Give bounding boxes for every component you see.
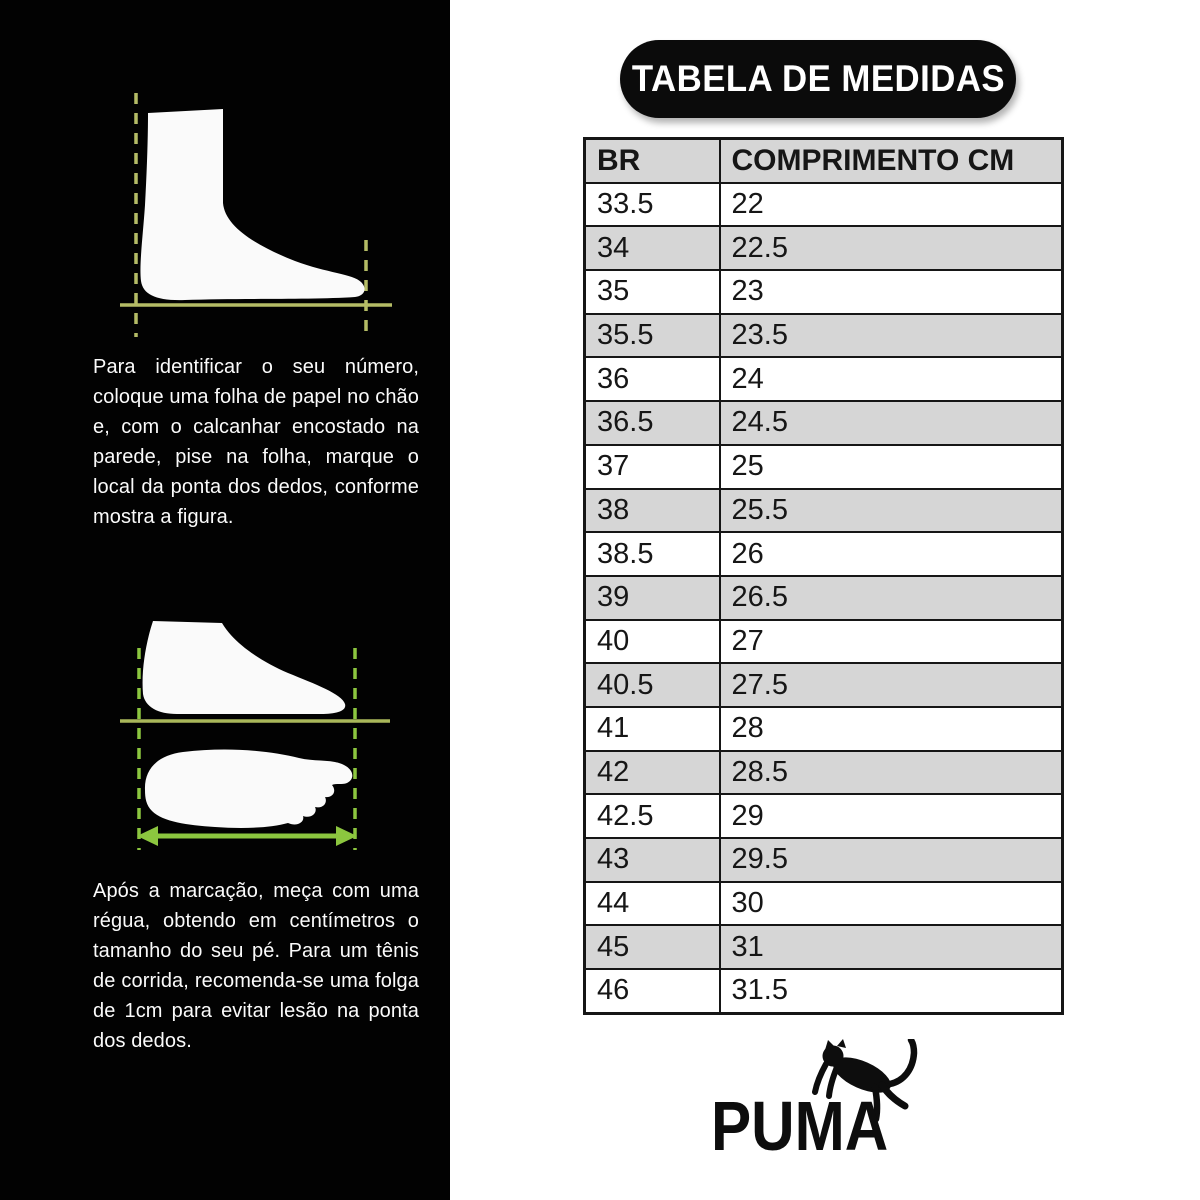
- br-size-cell: 42: [585, 751, 720, 795]
- br-size-cell: 36: [585, 357, 720, 401]
- footprint-silhouette: [145, 750, 352, 828]
- size-row: [585, 576, 1063, 620]
- br-size-cell: 45: [585, 925, 720, 969]
- br-size-cell: 43: [585, 838, 720, 882]
- size-row: [585, 445, 1063, 489]
- br-size-cell: 36.5: [585, 401, 720, 445]
- foot-length-arrow-diagram: [95, 598, 405, 863]
- br-size-cell: 41: [585, 707, 720, 751]
- br-size-cell: 37: [585, 445, 720, 489]
- br-size-cell: 33.5: [585, 183, 720, 227]
- size-row: [585, 401, 1063, 445]
- size-row: [585, 357, 1063, 401]
- br-size-cell: 42.5: [585, 794, 720, 838]
- size-row: [585, 270, 1063, 314]
- br-size-cell: 46: [585, 969, 720, 1013]
- br-size-cell: 40.5: [585, 663, 720, 707]
- size-chart-table-body: [585, 183, 1063, 1014]
- instruction-step2: Após a marcação, meça com uma régua, obtendo em centímetros o tamanho do seu pé. Para um tênis de corrida, recomenda-se uma folga de 1cm para evitar lesão na ponta dos dedos.: [93, 880, 419, 1052]
- size-chart-table: [583, 137, 1064, 1015]
- size-row: [585, 882, 1063, 926]
- col-header-br: BR: [585, 139, 720, 183]
- length-cm-cell: 22: [720, 183, 1063, 227]
- length-cm-cell: 25: [720, 445, 1063, 489]
- length-cm-cell: 31: [720, 925, 1063, 969]
- length-cm-cell: 26.5: [720, 576, 1063, 620]
- size-row: [585, 663, 1063, 707]
- foot-side-profile-measure-diagram: [95, 85, 405, 350]
- br-size-cell: 44: [585, 882, 720, 926]
- br-size-cell: 39: [585, 576, 720, 620]
- size-chart-title-pill: [620, 40, 1016, 118]
- size-row: [585, 838, 1063, 882]
- length-cm-cell: 23: [720, 270, 1063, 314]
- puma-wordmark: PUMA: [711, 1087, 889, 1165]
- size-row: [585, 183, 1063, 227]
- size-row: [585, 314, 1063, 358]
- size-row: [585, 794, 1063, 838]
- foot-silhouette: [140, 109, 364, 300]
- length-cm-cell: 27.5: [720, 663, 1063, 707]
- length-cm-cell: 23.5: [720, 314, 1063, 358]
- length-cm-cell: 28: [720, 707, 1063, 751]
- length-cm-cell: 29.5: [720, 838, 1063, 882]
- br-size-cell: 34: [585, 226, 720, 270]
- col-header-comprimento-cm: COMPRIMENTO CM: [720, 139, 1063, 183]
- length-cm-cell: 29: [720, 794, 1063, 838]
- length-cm-cell: 24.5: [720, 401, 1063, 445]
- br-size-cell: 35: [585, 270, 720, 314]
- br-size-cell: 38.5: [585, 532, 720, 576]
- br-size-cell: 35.5: [585, 314, 720, 358]
- size-row: [585, 489, 1063, 533]
- length-cm-cell: 28.5: [720, 751, 1063, 795]
- instructions-panel: [0, 0, 450, 1200]
- size-row: [585, 969, 1063, 1013]
- length-cm-cell: 25.5: [720, 489, 1063, 533]
- br-size-cell: 40: [585, 620, 720, 664]
- size-chart-title: TABELA DE MEDIDAS: [631, 58, 1005, 99]
- foot-silhouette: [143, 621, 346, 714]
- length-cm-cell: 31.5: [720, 969, 1063, 1013]
- length-cm-cell: 27: [720, 620, 1063, 664]
- length-cm-cell: 22.5: [720, 226, 1063, 270]
- length-cm-cell: 26: [720, 532, 1063, 576]
- length-measure-arrow: [137, 826, 357, 846]
- size-row: [585, 532, 1063, 576]
- length-cm-cell: 24: [720, 357, 1063, 401]
- puma-logo: [700, 1025, 1050, 1175]
- size-row: [585, 751, 1063, 795]
- size-row: [585, 925, 1063, 969]
- instruction-step1: Para identificar o seu número, coloque uma folha de papel no chão e, com o calcanhar encostado na parede, pise na folha, marque o local da ponta dos dedos, conforme mostra a figura.: [93, 356, 419, 528]
- br-size-cell: 38: [585, 489, 720, 533]
- length-cm-cell: 30: [720, 882, 1063, 926]
- size-row: [585, 226, 1063, 270]
- size-row: [585, 707, 1063, 751]
- size-row: [585, 620, 1063, 664]
- size-chart-header-row: [585, 139, 1063, 183]
